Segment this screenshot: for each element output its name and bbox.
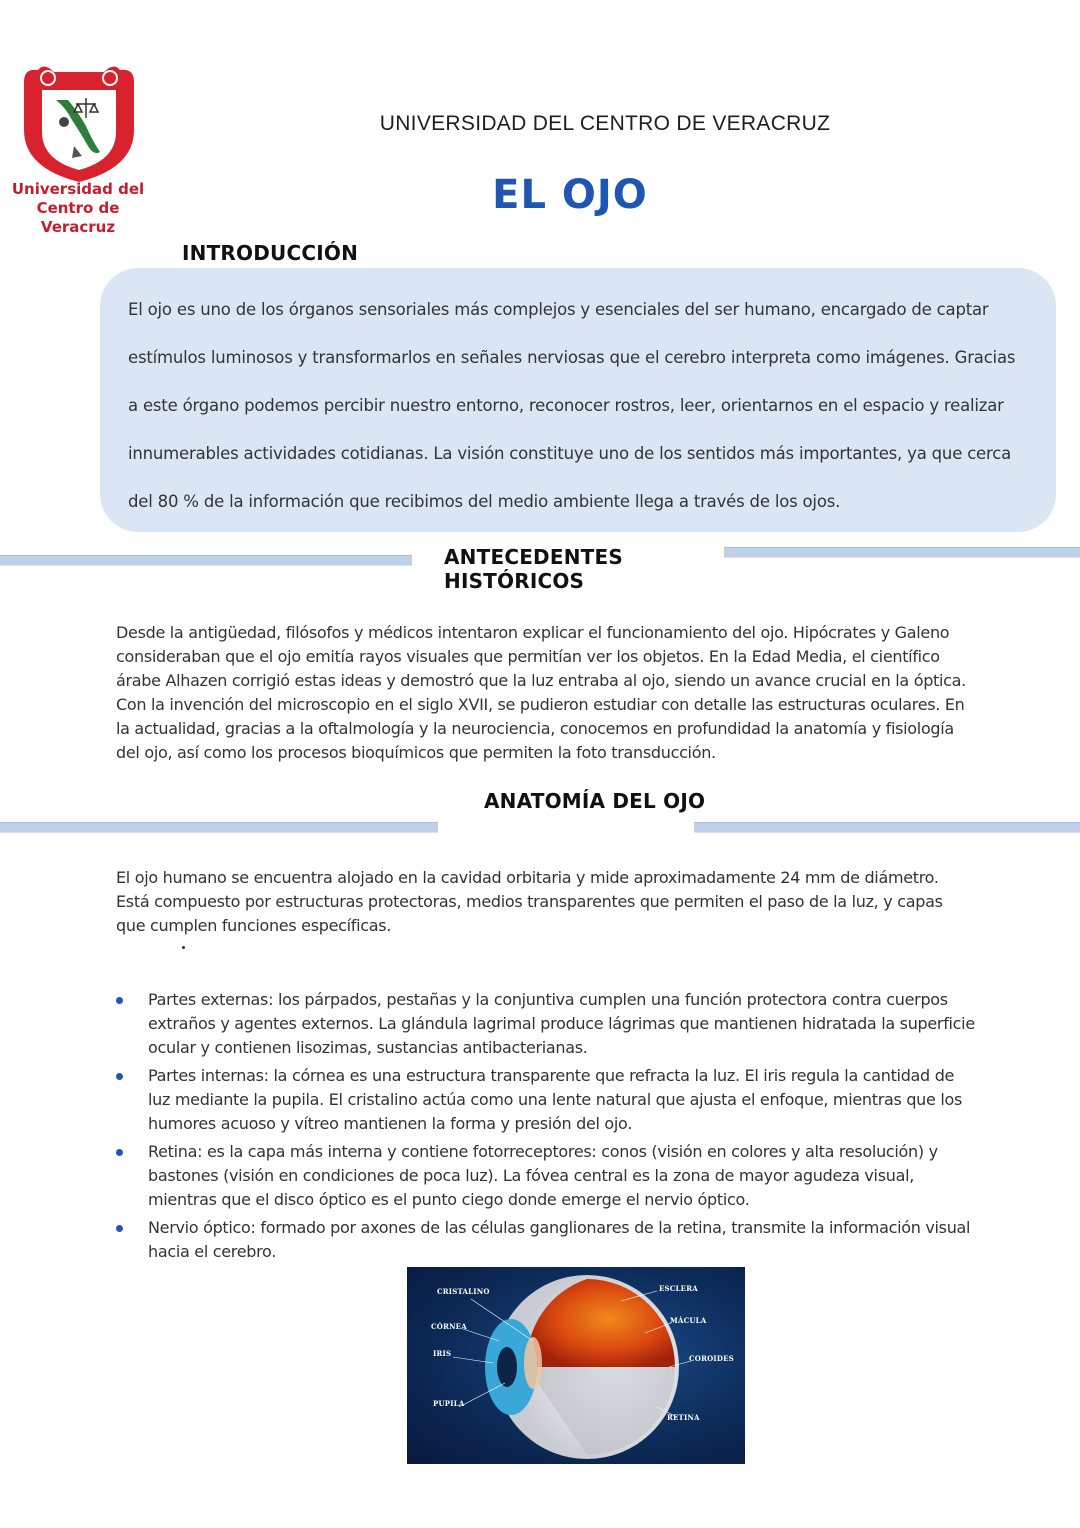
list-item: [116, 1140, 976, 1212]
page-title: EL OJO: [492, 172, 648, 218]
intro-text: El ojo es uno de los órganos sensoriales más complejos y esenciales del ser humano, encargado de captar estímulos luminosos y transformarlos en señales nerviosas que el cerebro interpreta como imágenes. Gracias a este órgano podemos percibir nuestro entorno, reconocer rostros, leer, orientarnos en el espacio y realizar innumerables actividades cotidianas. La visión constituye uno de los sentidos más importantes, ya que cerca del 80 % de la información que recibimos del medio ambiente llega a través de los ojos.: [128, 300, 1016, 511]
section-rule-right: [724, 547, 1080, 558]
logo-text-line2: Centro de Veracruz: [36, 199, 120, 236]
university-logo: [14, 60, 144, 190]
pupil-shape: [497, 1347, 517, 1387]
section-rule-left: [0, 555, 412, 566]
lens-shape: [524, 1337, 542, 1389]
bullet-icon: [116, 1225, 123, 1232]
section-rule-left: [0, 822, 438, 833]
anatomy-bullet-list: [116, 988, 976, 1268]
label-coroides: COROIDES: [689, 1354, 734, 1363]
list-item-text: Partes internas: la córnea es una estructura transparente que refracta la luz. El iris regula la cantidad de luz mediante la pupila. El cristalino actúa como una lente natural que ajusta el enfoque, mientras que los humores acuoso y vítreo mantienen la forma y presión del ojo.: [148, 1066, 963, 1133]
intro-box: [100, 268, 1056, 532]
label-esclera: ESCLERA: [659, 1284, 698, 1293]
list-item: [116, 988, 976, 1060]
label-macula: MÁCULA: [670, 1316, 707, 1325]
list-item: [116, 1064, 976, 1136]
label-pupila: PUPILA: [433, 1399, 465, 1408]
label-iris: IRIS: [433, 1349, 452, 1358]
eye-anatomy-figure: [407, 1267, 745, 1464]
anatomy-text: El ojo humano se encuentra alojado en la cavidad orbitaria y mide aproximadamente 24 mm de diámetro. Está compuesto por estructuras protectoras, medios transparentes que permiten el paso de la luz, y capas que cumplen funciones específicas.: [116, 868, 943, 935]
stray-dot: [182, 946, 185, 949]
list-item-text: Nervio óptico: formado por axones de las células ganglionares de la retina, transmite la información visual hacia el cerebro.: [148, 1218, 971, 1261]
bullet-icon: [116, 1149, 123, 1156]
intro-heading: INTRODUCCIÓN: [182, 241, 359, 265]
eye-illustration: [407, 1267, 745, 1464]
label-retina: RETINA: [667, 1413, 700, 1422]
section-rule-right: [694, 822, 1080, 833]
bullet-icon: [116, 1073, 123, 1080]
list-item-text: Retina: es la capa más interna y contiene fotorreceptores: conos (visión en colores y alta resolución) y bastones (visión en condiciones de poca luz). La fóvea central es la zona de mayor agudeza visual, mientras que el disco óptico es el punto ciego donde emerge el nervio óptico.: [148, 1142, 938, 1209]
list-item: [116, 1216, 976, 1264]
list-item-text: Partes externas: los párpados, pestañas y la conjuntiva cumplen una función protectora contra cuerpos extraños y agentes externos. La glándula lagrimal produce lágrimas que mantienen hidratada la superficie ocular y contienen lisozimas, sustancias antibacterianas.: [148, 990, 975, 1057]
history-heading: ANTECEDENTES HISTÓRICOS: [444, 545, 623, 593]
history-text: Desde la antigüedad, filósofos y médicos intentaron explicar el funcionamiento del ojo. Hipócrates y Galeno consideraban que el ojo emitía rayos visuales que permitían ver los objetos. En la Edad Media, el científico árabe Alhazen corrigió estas ideas y demostró que la luz entraba al ojo, siendo un avance crucial en la óptica. Con la invención del microscopio en el siglo XVII, se pudieron estudiar con detalle las estructuras oculares. En la actualidad, gracias a la oftalmología y la neurociencia, conocemos en profundidad la anatomía y fisiología del ojo, así como los procesos bioquímicos que permiten la foto transducción.: [116, 623, 966, 762]
label-cristalino: CRISTALINO: [437, 1287, 490, 1296]
label-cornea: CÓRNEA: [431, 1322, 467, 1331]
bullet-icon: [116, 997, 123, 1004]
university-name: UNIVERSIDAD DEL CENTRO DE VERACRUZ: [379, 112, 831, 135]
logo-text-line1: Universidad del: [11, 180, 145, 198]
anatomy-heading: ANATOMÍA DEL OJO: [484, 789, 706, 813]
